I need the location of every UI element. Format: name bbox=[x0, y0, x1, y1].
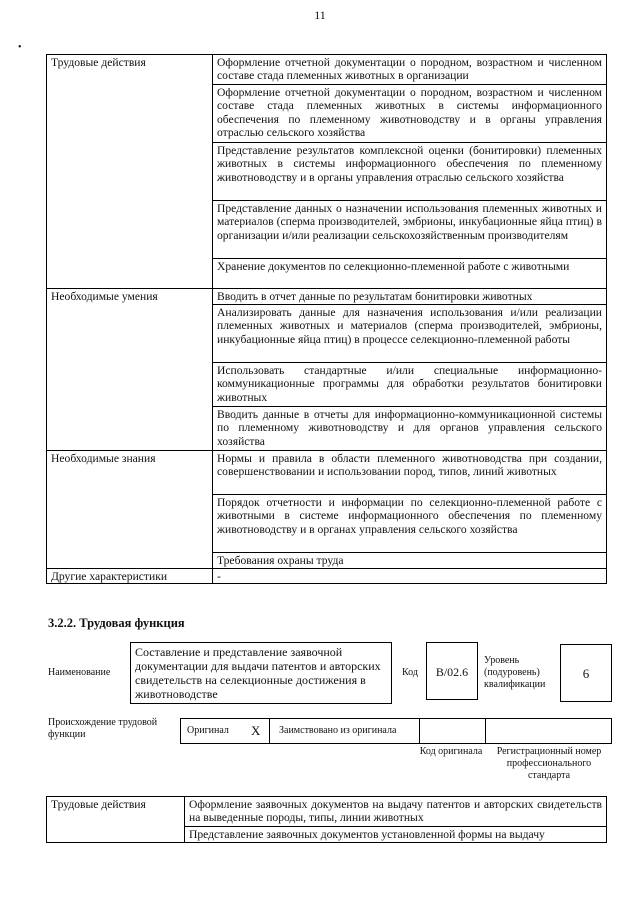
row-label-labor-actions: Трудовые действия bbox=[47, 55, 213, 289]
origin-label: Происхождение трудовой функции bbox=[48, 717, 158, 740]
code-value-box: B/02.6 bbox=[426, 642, 478, 700]
table-row bbox=[47, 289, 607, 305]
code-label: Код bbox=[402, 667, 418, 678]
function-name-box: Составление и представление заявочной документации для выдачи патентов и авторских свидетельств на селекционные достижения в животноводстве bbox=[130, 642, 392, 704]
table-cell: Оформление отчетной документации о породном, возрастном и численном составе стада племенных животных в организации bbox=[213, 55, 607, 85]
borrowed-label: Заимствовано из оригинала bbox=[279, 725, 397, 736]
page-number: 11 bbox=[314, 8, 326, 22]
table-cell: Хранение документов по селекционно-племенной работе с животными bbox=[213, 259, 607, 289]
table-cell: Представление данных о назначении использования племенных животных и материалов (спермa производителей, эмбрионы, инкубационные яйца птиц) в организации и/или реализации сельскохозяйственным производителям bbox=[213, 201, 607, 259]
row-label-required-skills: Необходимые умения bbox=[47, 289, 213, 451]
row-label-labor-actions: Трудовые действия bbox=[47, 797, 185, 843]
row-label-other: Другие характеристики bbox=[47, 569, 213, 584]
table-cell: - bbox=[213, 569, 607, 584]
table-cell: Вводить в отчет данные по результатам бонитировки животных bbox=[213, 289, 607, 305]
section-heading: 3.2.2. Трудовая функция bbox=[48, 616, 185, 630]
origin-table bbox=[180, 718, 612, 744]
table-row bbox=[47, 451, 607, 495]
table-cell: Вводить данные в отчеты для информационно-коммуникационной системы по племенному животноводству и для органов управления сельского хозяйства bbox=[213, 407, 607, 451]
competency-table bbox=[46, 54, 607, 584]
original-mark: X bbox=[251, 723, 261, 738]
divider bbox=[485, 719, 486, 743]
table-cell: Представление заявочных документов установленной формы на выдачу bbox=[185, 827, 607, 843]
table-cell: Оформление отчетной документации о породном, возрастном и численном составе стада племенных животных в системы информационного обеспечения по племенному животноводству и в органы управления отраслью сельского хозяйства bbox=[213, 85, 607, 143]
table-row bbox=[47, 797, 607, 827]
code-original-caption: Код оригинала bbox=[419, 746, 483, 757]
table-cell: Порядок отчетности и информации по селекционно-племенной работе с животными в системе информационного обеспечения по племенному животноводству и в органах управления сельского хозяйства bbox=[213, 495, 607, 553]
divider bbox=[269, 719, 270, 743]
table-cell: Оформление заявочных документов на выдачу патентов и авторских свидетельств на выведенные породы, типы, линии животных bbox=[185, 797, 607, 827]
table-cell: Анализировать данные для назначения использования и/или реализации племенных животных и материалов (спермa производителей, эмбрионы, инкубационные яйца птиц) в процессе селекционно-племенной работы bbox=[213, 305, 607, 363]
row-label-required-knowledge: Необходимые знания bbox=[47, 451, 213, 569]
original-label: Оригинал bbox=[187, 725, 229, 736]
table-cell: Требования охраны труда bbox=[213, 553, 607, 569]
table-row bbox=[47, 55, 607, 85]
table-cell: Представление результатов комплексной оценки (бонитировки) племенных животных в системы информационного обеспечения по племенному животноводству и в органы управления отраслью сельского хозяйства bbox=[213, 143, 607, 201]
table-cell: Нормы и правила в области племенного животноводства при создании, совершенствовании и использовании пород, типов, линий животных bbox=[213, 451, 607, 495]
reg-number-caption: Регистрационный номер профессионального стандарта bbox=[496, 746, 602, 781]
name-label: Наименование bbox=[48, 667, 111, 678]
table-cell: Использовать стандартные и/или специальные информационно-коммуникационные программы для обработки результатов бонитировки животных bbox=[213, 363, 607, 407]
table-row bbox=[47, 569, 607, 584]
labor-actions-table bbox=[46, 796, 607, 843]
margin-mark: • bbox=[18, 42, 22, 53]
divider bbox=[419, 719, 420, 743]
level-value-box: 6 bbox=[560, 644, 612, 702]
level-label: Уровень (подуровень) квалификации bbox=[484, 655, 546, 690]
